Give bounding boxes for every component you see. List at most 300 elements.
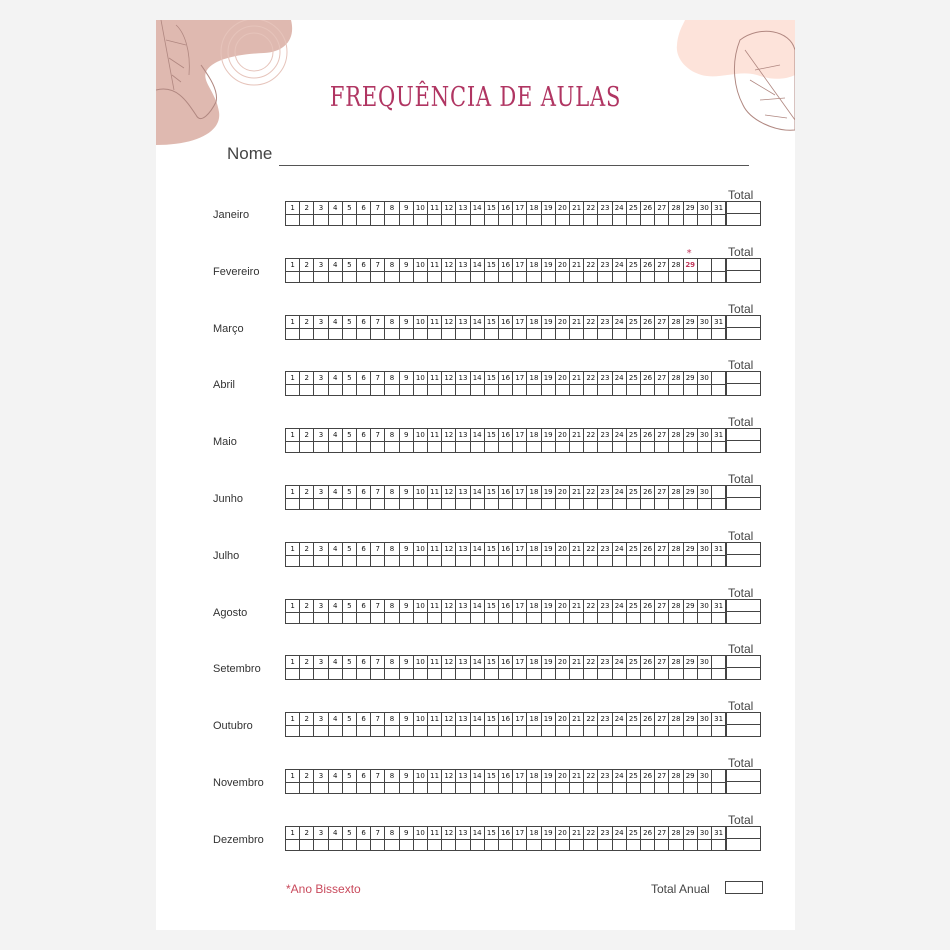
attendance-cell[interactable] <box>684 555 698 566</box>
attendance-cell[interactable] <box>542 441 556 452</box>
attendance-cell[interactable] <box>542 214 556 225</box>
attendance-cell[interactable] <box>456 328 470 339</box>
attendance-cell[interactable] <box>456 384 470 395</box>
attendance-cell[interactable] <box>584 612 598 623</box>
attendance-cell[interactable] <box>400 384 414 395</box>
attendance-cell[interactable] <box>641 498 655 509</box>
attendance-cell[interactable] <box>570 214 584 225</box>
attendance-cell[interactable] <box>329 384 343 395</box>
attendance-cell[interactable] <box>442 782 456 793</box>
attendance-cell[interactable] <box>584 498 598 509</box>
attendance-cell[interactable] <box>698 271 712 282</box>
attendance-cell[interactable] <box>584 668 598 679</box>
attendance-cell[interactable] <box>485 271 499 282</box>
attendance-cell[interactable] <box>442 498 456 509</box>
annual-total-box[interactable] <box>725 881 763 894</box>
attendance-cell[interactable] <box>513 441 527 452</box>
attendance-cell[interactable] <box>613 214 627 225</box>
attendance-cell[interactable] <box>357 725 371 736</box>
attendance-cell[interactable] <box>400 668 414 679</box>
attendance-cell[interactable] <box>428 328 442 339</box>
attendance-cell[interactable] <box>357 839 371 850</box>
attendance-cell[interactable] <box>669 441 683 452</box>
attendance-cell[interactable] <box>542 328 556 339</box>
attendance-cell[interactable] <box>598 271 612 282</box>
attendance-cell[interactable] <box>499 725 513 736</box>
attendance-cell[interactable] <box>527 441 541 452</box>
attendance-cell[interactable] <box>314 612 328 623</box>
attendance-cell[interactable] <box>385 668 399 679</box>
attendance-cell[interactable] <box>456 839 470 850</box>
attendance-cell[interactable] <box>613 271 627 282</box>
attendance-cell[interactable] <box>371 668 385 679</box>
attendance-cell[interactable] <box>698 612 712 623</box>
attendance-cell[interactable] <box>471 328 485 339</box>
attendance-cell[interactable] <box>414 328 428 339</box>
attendance-cell[interactable] <box>471 555 485 566</box>
attendance-cell[interactable] <box>570 441 584 452</box>
attendance-cell[interactable] <box>499 839 513 850</box>
attendance-cell[interactable] <box>385 725 399 736</box>
attendance-cell[interactable] <box>286 782 300 793</box>
attendance-cell[interactable] <box>613 782 627 793</box>
attendance-cell[interactable] <box>371 384 385 395</box>
month-total-box[interactable] <box>726 316 761 339</box>
attendance-cell[interactable] <box>655 725 669 736</box>
attendance-cell[interactable] <box>698 839 712 850</box>
attendance-cell[interactable] <box>357 498 371 509</box>
attendance-cell[interactable] <box>598 328 612 339</box>
attendance-cell[interactable] <box>456 725 470 736</box>
month-total-box[interactable] <box>726 656 761 679</box>
attendance-cell[interactable] <box>442 328 456 339</box>
attendance-cell[interactable] <box>456 555 470 566</box>
attendance-cell[interactable] <box>712 214 726 225</box>
attendance-cell[interactable] <box>684 668 698 679</box>
attendance-cell[interactable] <box>627 214 641 225</box>
attendance-cell[interactable] <box>329 214 343 225</box>
attendance-cell[interactable] <box>414 271 428 282</box>
attendance-cell[interactable] <box>542 782 556 793</box>
attendance-cell[interactable] <box>414 555 428 566</box>
attendance-cell[interactable] <box>513 668 527 679</box>
name-underline[interactable] <box>279 165 749 166</box>
attendance-cell[interactable] <box>570 612 584 623</box>
attendance-cell[interactable] <box>471 384 485 395</box>
attendance-cell[interactable] <box>712 384 726 395</box>
attendance-cell[interactable] <box>343 612 357 623</box>
attendance-cell[interactable] <box>542 725 556 736</box>
attendance-cell[interactable] <box>684 271 698 282</box>
attendance-cell[interactable] <box>286 839 300 850</box>
attendance-cell[interactable] <box>371 782 385 793</box>
attendance-cell[interactable] <box>300 612 314 623</box>
attendance-cell[interactable] <box>300 441 314 452</box>
month-total-box[interactable] <box>726 429 761 452</box>
attendance-cell[interactable] <box>485 214 499 225</box>
attendance-cell[interactable] <box>343 271 357 282</box>
attendance-cell[interactable] <box>300 782 314 793</box>
attendance-cell[interactable] <box>669 271 683 282</box>
attendance-cell[interactable] <box>698 384 712 395</box>
attendance-cell[interactable] <box>343 668 357 679</box>
attendance-cell[interactable] <box>442 839 456 850</box>
month-total-box[interactable] <box>726 486 761 509</box>
attendance-cell[interactable] <box>684 498 698 509</box>
attendance-cell[interactable] <box>442 214 456 225</box>
attendance-cell[interactable] <box>556 441 570 452</box>
attendance-cell[interactable] <box>513 498 527 509</box>
attendance-cell[interactable] <box>357 328 371 339</box>
attendance-cell[interactable] <box>385 441 399 452</box>
attendance-cell[interactable] <box>485 555 499 566</box>
attendance-cell[interactable] <box>414 612 428 623</box>
attendance-cell[interactable] <box>570 555 584 566</box>
attendance-cell[interactable] <box>669 328 683 339</box>
attendance-cell[interactable] <box>300 555 314 566</box>
attendance-cell[interactable] <box>712 271 726 282</box>
attendance-cell[interactable] <box>641 384 655 395</box>
attendance-cell[interactable] <box>400 441 414 452</box>
attendance-cell[interactable] <box>499 271 513 282</box>
attendance-cell[interactable] <box>513 782 527 793</box>
attendance-cell[interactable] <box>669 214 683 225</box>
attendance-cell[interactable] <box>527 555 541 566</box>
attendance-cell[interactable] <box>371 214 385 225</box>
attendance-cell[interactable] <box>385 328 399 339</box>
attendance-cell[interactable] <box>527 782 541 793</box>
attendance-cell[interactable] <box>627 612 641 623</box>
attendance-cell[interactable] <box>641 328 655 339</box>
attendance-cell[interactable] <box>613 328 627 339</box>
attendance-cell[interactable] <box>641 555 655 566</box>
attendance-cell[interactable] <box>584 271 598 282</box>
attendance-cell[interactable] <box>357 668 371 679</box>
attendance-cell[interactable] <box>584 839 598 850</box>
attendance-cell[interactable] <box>314 839 328 850</box>
attendance-cell[interactable] <box>669 498 683 509</box>
attendance-cell[interactable] <box>428 555 442 566</box>
attendance-cell[interactable] <box>556 839 570 850</box>
attendance-cell[interactable] <box>414 782 428 793</box>
attendance-cell[interactable] <box>655 328 669 339</box>
attendance-cell[interactable] <box>343 498 357 509</box>
month-total-box[interactable] <box>726 600 761 623</box>
attendance-cell[interactable] <box>400 555 414 566</box>
attendance-cell[interactable] <box>684 782 698 793</box>
attendance-cell[interactable] <box>712 668 726 679</box>
attendance-cell[interactable] <box>286 384 300 395</box>
attendance-cell[interactable] <box>371 328 385 339</box>
attendance-cell[interactable] <box>712 782 726 793</box>
attendance-cell[interactable] <box>286 441 300 452</box>
attendance-cell[interactable] <box>428 782 442 793</box>
attendance-cell[interactable] <box>570 668 584 679</box>
attendance-cell[interactable] <box>300 214 314 225</box>
attendance-cell[interactable] <box>343 441 357 452</box>
attendance-cell[interactable] <box>300 725 314 736</box>
attendance-cell[interactable] <box>613 384 627 395</box>
attendance-cell[interactable] <box>385 498 399 509</box>
attendance-cell[interactable] <box>655 271 669 282</box>
attendance-cell[interactable] <box>471 498 485 509</box>
attendance-cell[interactable] <box>527 498 541 509</box>
month-total-box[interactable] <box>726 713 761 736</box>
attendance-cell[interactable] <box>485 612 499 623</box>
attendance-cell[interactable] <box>527 384 541 395</box>
attendance-cell[interactable] <box>414 725 428 736</box>
attendance-cell[interactable] <box>343 384 357 395</box>
attendance-cell[interactable] <box>598 384 612 395</box>
attendance-cell[interactable] <box>698 555 712 566</box>
attendance-cell[interactable] <box>314 328 328 339</box>
attendance-cell[interactable] <box>329 782 343 793</box>
attendance-cell[interactable] <box>400 498 414 509</box>
attendance-cell[interactable] <box>471 668 485 679</box>
attendance-cell[interactable] <box>684 441 698 452</box>
attendance-cell[interactable] <box>627 668 641 679</box>
attendance-cell[interactable] <box>485 668 499 679</box>
attendance-cell[interactable] <box>442 668 456 679</box>
month-total-box[interactable] <box>726 202 761 225</box>
attendance-cell[interactable] <box>485 498 499 509</box>
attendance-cell[interactable] <box>357 612 371 623</box>
attendance-cell[interactable] <box>669 384 683 395</box>
attendance-cell[interactable] <box>542 839 556 850</box>
attendance-cell[interactable] <box>286 555 300 566</box>
attendance-cell[interactable] <box>542 668 556 679</box>
attendance-cell[interactable] <box>613 612 627 623</box>
attendance-cell[interactable] <box>598 782 612 793</box>
attendance-cell[interactable] <box>414 668 428 679</box>
attendance-cell[interactable] <box>400 271 414 282</box>
attendance-cell[interactable] <box>485 441 499 452</box>
attendance-cell[interactable] <box>499 498 513 509</box>
attendance-cell[interactable] <box>286 612 300 623</box>
attendance-cell[interactable] <box>329 555 343 566</box>
attendance-cell[interactable] <box>613 555 627 566</box>
attendance-cell[interactable] <box>641 725 655 736</box>
attendance-cell[interactable] <box>627 555 641 566</box>
attendance-cell[interactable] <box>286 328 300 339</box>
attendance-cell[interactable] <box>314 555 328 566</box>
attendance-cell[interactable] <box>343 839 357 850</box>
attendance-cell[interactable] <box>627 441 641 452</box>
attendance-cell[interactable] <box>442 441 456 452</box>
attendance-cell[interactable] <box>314 384 328 395</box>
attendance-cell[interactable] <box>655 555 669 566</box>
attendance-cell[interactable] <box>584 725 598 736</box>
attendance-cell[interactable] <box>641 668 655 679</box>
attendance-cell[interactable] <box>584 328 598 339</box>
attendance-cell[interactable] <box>584 782 598 793</box>
attendance-cell[interactable] <box>513 555 527 566</box>
attendance-cell[interactable] <box>485 328 499 339</box>
attendance-cell[interactable] <box>613 725 627 736</box>
attendance-cell[interactable] <box>655 839 669 850</box>
attendance-cell[interactable] <box>598 555 612 566</box>
attendance-cell[interactable] <box>400 328 414 339</box>
name-field[interactable] <box>227 144 749 168</box>
attendance-cell[interactable] <box>542 612 556 623</box>
attendance-cell[interactable] <box>527 271 541 282</box>
attendance-cell[interactable] <box>499 384 513 395</box>
attendance-cell[interactable] <box>300 271 314 282</box>
attendance-cell[interactable] <box>456 612 470 623</box>
attendance-cell[interactable] <box>627 725 641 736</box>
attendance-cell[interactable] <box>314 441 328 452</box>
attendance-cell[interactable] <box>471 271 485 282</box>
attendance-cell[interactable] <box>684 725 698 736</box>
attendance-cell[interactable] <box>428 214 442 225</box>
attendance-cell[interactable] <box>556 725 570 736</box>
attendance-cell[interactable] <box>314 782 328 793</box>
attendance-cell[interactable] <box>371 498 385 509</box>
attendance-cell[interactable] <box>329 612 343 623</box>
attendance-cell[interactable] <box>712 612 726 623</box>
attendance-cell[interactable] <box>329 498 343 509</box>
attendance-cell[interactable] <box>527 839 541 850</box>
attendance-cell[interactable] <box>300 328 314 339</box>
attendance-cell[interactable] <box>570 782 584 793</box>
attendance-cell[interactable] <box>442 725 456 736</box>
attendance-cell[interactable] <box>684 214 698 225</box>
attendance-cell[interactable] <box>542 384 556 395</box>
attendance-cell[interactable] <box>513 328 527 339</box>
attendance-cell[interactable] <box>698 328 712 339</box>
attendance-cell[interactable] <box>627 384 641 395</box>
attendance-cell[interactable] <box>513 214 527 225</box>
attendance-cell[interactable] <box>499 612 513 623</box>
attendance-cell[interactable] <box>286 498 300 509</box>
attendance-cell[interactable] <box>471 725 485 736</box>
attendance-cell[interactable] <box>414 839 428 850</box>
attendance-cell[interactable] <box>400 214 414 225</box>
attendance-cell[interactable] <box>400 782 414 793</box>
attendance-cell[interactable] <box>456 668 470 679</box>
attendance-cell[interactable] <box>371 725 385 736</box>
attendance-cell[interactable] <box>300 498 314 509</box>
attendance-cell[interactable] <box>598 668 612 679</box>
attendance-cell[interactable] <box>456 214 470 225</box>
attendance-cell[interactable] <box>428 725 442 736</box>
attendance-cell[interactable] <box>343 555 357 566</box>
attendance-cell[interactable] <box>385 214 399 225</box>
attendance-cell[interactable] <box>570 498 584 509</box>
attendance-cell[interactable] <box>428 839 442 850</box>
attendance-cell[interactable] <box>456 498 470 509</box>
attendance-cell[interactable] <box>499 668 513 679</box>
attendance-cell[interactable] <box>641 441 655 452</box>
attendance-cell[interactable] <box>513 384 527 395</box>
attendance-cell[interactable] <box>641 839 655 850</box>
attendance-cell[interactable] <box>385 384 399 395</box>
attendance-cell[interactable] <box>357 441 371 452</box>
attendance-cell[interactable] <box>357 384 371 395</box>
attendance-cell[interactable] <box>627 498 641 509</box>
month-total-box[interactable] <box>726 543 761 566</box>
attendance-cell[interactable] <box>684 612 698 623</box>
attendance-cell[interactable] <box>556 498 570 509</box>
attendance-cell[interactable] <box>655 782 669 793</box>
attendance-cell[interactable] <box>712 441 726 452</box>
attendance-cell[interactable] <box>698 668 712 679</box>
attendance-cell[interactable] <box>385 271 399 282</box>
attendance-cell[interactable] <box>641 271 655 282</box>
attendance-cell[interactable] <box>485 839 499 850</box>
attendance-cell[interactable] <box>329 725 343 736</box>
attendance-cell[interactable] <box>684 328 698 339</box>
attendance-cell[interactable] <box>428 498 442 509</box>
attendance-cell[interactable] <box>442 384 456 395</box>
attendance-cell[interactable] <box>314 214 328 225</box>
attendance-cell[interactable] <box>400 612 414 623</box>
attendance-cell[interactable] <box>698 782 712 793</box>
attendance-cell[interactable] <box>627 782 641 793</box>
attendance-cell[interactable] <box>400 839 414 850</box>
attendance-cell[interactable] <box>698 441 712 452</box>
attendance-cell[interactable] <box>357 782 371 793</box>
attendance-cell[interactable] <box>286 668 300 679</box>
attendance-cell[interactable] <box>329 271 343 282</box>
attendance-cell[interactable] <box>428 271 442 282</box>
attendance-cell[interactable] <box>314 725 328 736</box>
attendance-cell[interactable] <box>655 441 669 452</box>
attendance-cell[interactable] <box>712 725 726 736</box>
attendance-cell[interactable] <box>314 498 328 509</box>
attendance-cell[interactable] <box>570 271 584 282</box>
attendance-cell[interactable] <box>598 498 612 509</box>
attendance-cell[interactable] <box>314 271 328 282</box>
attendance-cell[interactable] <box>428 384 442 395</box>
attendance-cell[interactable] <box>471 839 485 850</box>
attendance-cell[interactable] <box>428 441 442 452</box>
attendance-cell[interactable] <box>329 668 343 679</box>
attendance-cell[interactable] <box>471 441 485 452</box>
attendance-cell[interactable] <box>343 782 357 793</box>
attendance-cell[interactable] <box>286 271 300 282</box>
attendance-cell[interactable] <box>385 839 399 850</box>
attendance-cell[interactable] <box>570 328 584 339</box>
attendance-cell[interactable] <box>570 384 584 395</box>
attendance-cell[interactable] <box>613 839 627 850</box>
attendance-cell[interactable] <box>371 441 385 452</box>
attendance-cell[interactable] <box>499 328 513 339</box>
attendance-cell[interactable] <box>414 384 428 395</box>
attendance-cell[interactable] <box>371 839 385 850</box>
attendance-cell[interactable] <box>286 725 300 736</box>
attendance-cell[interactable] <box>584 555 598 566</box>
attendance-cell[interactable] <box>712 328 726 339</box>
attendance-cell[interactable] <box>556 668 570 679</box>
attendance-cell[interactable] <box>527 612 541 623</box>
attendance-cell[interactable] <box>627 839 641 850</box>
attendance-cell[interactable] <box>669 668 683 679</box>
attendance-cell[interactable] <box>371 555 385 566</box>
attendance-cell[interactable] <box>669 555 683 566</box>
attendance-cell[interactable] <box>698 498 712 509</box>
attendance-cell[interactable] <box>513 271 527 282</box>
attendance-cell[interactable] <box>613 668 627 679</box>
attendance-cell[interactable] <box>456 782 470 793</box>
attendance-cell[interactable] <box>669 839 683 850</box>
attendance-cell[interactable] <box>357 271 371 282</box>
attendance-cell[interactable] <box>343 725 357 736</box>
attendance-cell[interactable] <box>371 271 385 282</box>
attendance-cell[interactable] <box>357 214 371 225</box>
attendance-cell[interactable] <box>641 782 655 793</box>
attendance-cell[interactable] <box>712 839 726 850</box>
